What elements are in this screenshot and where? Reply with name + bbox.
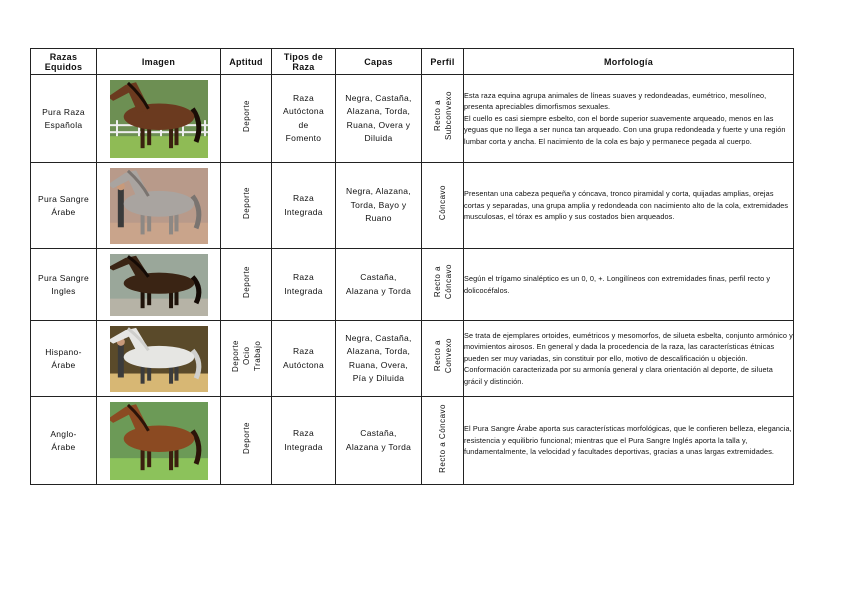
perfil-text: Recto a Convexo (432, 338, 453, 374)
header-imagen: Imagen (97, 49, 221, 75)
horse-white-grey-icon (110, 326, 208, 392)
morfologia-paragraph: Según el trígamo sinaléptico es un 0, 0, +. Longilíneos con extremidades finas, perfil recto y dolicocéfalos. (464, 274, 771, 295)
breed-image-cell (97, 321, 221, 397)
header-morfologia: Morfología (464, 49, 794, 75)
horse-bay-trotting-icon (110, 80, 208, 158)
perfil-cell (422, 163, 464, 249)
table-row (31, 75, 794, 163)
tipo-raza: Raza Autóctona de Fomento (272, 75, 336, 163)
capas: Negra, Castaña, Alazana, Torda, Ruana, Overa y Diluida (336, 75, 422, 163)
morfologia-paragraph: El Pura Sangre Árabe aporta sus características morfológicas, que le confieren belleza, elegancia, resistencia y equilibrio funcional; mientras que el Pura Sangre Inglés aporta la talla y, fundamentalmente, la velocidad y facultades deportivas, gracias a unas largas extremidades. (464, 424, 792, 457)
table-row (31, 321, 794, 397)
breed-image-cell (97, 163, 221, 249)
breed-image-cell (97, 397, 221, 485)
perfil-cell (422, 75, 464, 163)
morfologia-paragraph: El cuello es casi siempre esbelto, con el borde superior suavemente arqueado, menos en las yeguas que no llega a ser nunca tan arqueado. Con una grupa redondeada y fuerte y una región lumbar corta y ancha. El nacimiento de la cola es bajo y permanece pegada al cuerpo. (464, 113, 786, 146)
aptitud-text: Deporte (241, 187, 251, 219)
breed-name: Hispano- Árabe (31, 321, 97, 397)
breed-image-cell (97, 75, 221, 163)
header-perfil: Perfil (422, 49, 464, 75)
morfologia (464, 163, 794, 249)
aptitud-text: Deporte (241, 266, 251, 298)
table-header-row (31, 49, 794, 75)
breed-name: Pura Sangre Ingles (31, 249, 97, 321)
aptitud-cell (221, 75, 272, 163)
table-row (31, 249, 794, 321)
horse-dark-bay-icon (110, 254, 208, 316)
breed-name: Anglo- Árabe (31, 397, 97, 485)
perfil-text: Recto a Cóncavo (432, 264, 453, 300)
morfologia-paragraph: Esta raza equina agrupa animales de líneas suaves y redondeadas, eumétrico, mesolíneo, presenta apreciables dimorfismos sexuales. (464, 90, 767, 112)
table-row (31, 163, 794, 249)
tipo-raza: Raza Integrada (272, 163, 336, 249)
aptitud-text: Deporte Ocio Trabajo (230, 340, 262, 372)
breed-image-cell (97, 249, 221, 321)
horse-breeds-table (30, 48, 794, 485)
morfologia (464, 321, 794, 397)
capas: Castaña, Alazana y Torda (336, 249, 422, 321)
morfologia (464, 75, 794, 163)
perfil-text: Recto a Cóncavo (438, 403, 447, 473)
header-tipos: Tipos de Raza (272, 49, 336, 75)
aptitud-cell (221, 321, 272, 397)
morfologia-paragraph: Presentan una cabeza pequeña y cóncava, tronco piramidal y corta, quijadas amplias, orejas cortas y separadas, una grupa amplia y redondeada con nacimiento alto de la cola, extremidades musculosas, el tórax es amplio y sus costados bien arqueados. (464, 189, 789, 222)
header-aptitud: Aptitud (221, 49, 272, 75)
perfil-cell (422, 321, 464, 397)
capas: Castaña, Alazana y Torda (336, 397, 422, 485)
perfil-cell (422, 397, 464, 485)
horse-grey-arabian-icon (110, 168, 208, 244)
header-razas: Razas Equidos (31, 49, 97, 75)
table-row (31, 397, 794, 485)
perfil-cell (422, 249, 464, 321)
breed-name: Pura Sangre Árabe (31, 163, 97, 249)
perfil-text: Recto a Subconvexo (432, 91, 453, 141)
header-capas: Capas (336, 49, 422, 75)
aptitud-text: Deporte (241, 100, 251, 132)
capas: Negra, Alazana, Torda, Bayo y Ruano (336, 163, 422, 249)
tipo-raza: Raza Integrada (272, 249, 336, 321)
morfologia-paragraph: Se trata de ejemplares ortoides, eumétricos y mesomorfos, de silueta esbelta, conjunto armónico y movimientos airosos. En general y dada la procedencia de la raza, las características étnicas pueden ser muy variadas, sin constituir por ello, motivo de descalificación u objeción. Conformación caracterizada por su armonía general y clara orientación al deporte, de silueta grácil y distinción. (464, 330, 793, 386)
morfologia (464, 397, 794, 485)
aptitud-cell (221, 249, 272, 321)
horse-chestnut-standing-icon (110, 402, 208, 480)
aptitud-cell (221, 397, 272, 485)
perfil-text: Cóncavo (438, 185, 447, 221)
aptitud-cell (221, 163, 272, 249)
capas: Negra, Castaña, Alazana, Torda, Ruana, Overa, Pía y Diluida (336, 321, 422, 397)
morfologia (464, 249, 794, 321)
tipo-raza: Raza Autóctona (272, 321, 336, 397)
tipo-raza: Raza Integrada (272, 397, 336, 485)
breed-name: Pura Raza Española (31, 75, 97, 163)
aptitud-text: Deporte (241, 422, 251, 454)
